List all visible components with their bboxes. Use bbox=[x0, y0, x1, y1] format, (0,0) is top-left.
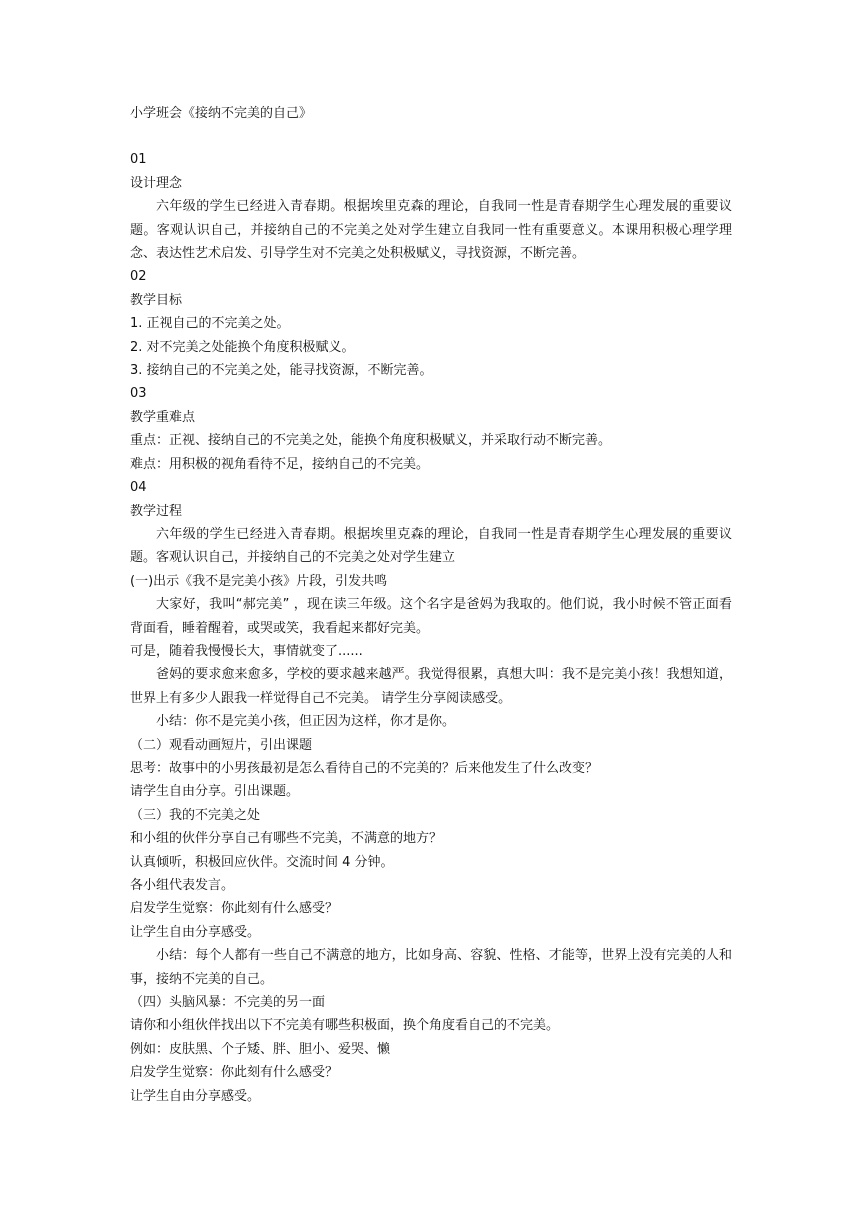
section-heading-process: 教学过程 bbox=[130, 503, 183, 519]
difficult-point: 难点：用积极的视角看待不足，接纳自己的不完美。 bbox=[130, 456, 430, 472]
part4-heading: （四）头脑风暴：不完美的另一面 bbox=[130, 995, 326, 1011]
part1-heading: (一)出示《我不是完美小孩》片段，引发共鸣 bbox=[130, 573, 388, 589]
part2-think: 思考：故事中的小男孩最初是怎么看待自己的不完美的？后来他发生了什么改变？ bbox=[130, 760, 599, 776]
part3-summary: 小结：每个人都有一些自己不满意的地方，比如身高、容貌、性格、才能等，世界上没有完美的人和事，接纳不完美的自己。 bbox=[130, 948, 732, 987]
part3-line: 和小组的伙伴分享自己有哪些不完美，不满意的地方？ bbox=[130, 831, 443, 847]
part3-line: 让学生自由分享感受。 bbox=[130, 924, 261, 940]
section-number-04: 04 bbox=[130, 480, 147, 496]
design-paragraph: 六年级的学生已经进入青春期。根据埃里克森的理论，自我同一性是青春期学生心理发展的重要议题。客观认识自己，并接纳自己的不完美之处对学生建立自我同一性有重要意义。本课用积极心理学理念、表达性艺术启发、引导学生对不完美之处积极赋义，寻找资源，不断完善。 bbox=[130, 199, 732, 262]
document-title: 小学班会《接纳不完美的自己》 bbox=[130, 106, 313, 121]
goal-item: 3. 接纳自己的不完美之处，能寻找资源，不断完善。 bbox=[130, 363, 433, 379]
section-heading-keypoints: 教学重难点 bbox=[130, 409, 196, 425]
section-heading-goals: 教学目标 bbox=[130, 292, 183, 308]
key-point: 重点：正视、接纳自己的不完美之处，能换个角度积极赋义，并采取行动不断完善。 bbox=[130, 433, 612, 449]
section-number-03: 03 bbox=[130, 386, 147, 402]
section-number-02: 02 bbox=[130, 269, 147, 285]
part1-summary: 小结：你不是完美小孩，但正因为这样，你才是你。 bbox=[156, 714, 456, 730]
section-heading-design: 设计理念 bbox=[130, 175, 183, 191]
process-intro: 六年级的学生已经进入青春期。根据埃里克森的理论，自我同一性是青春期学生心理发展的重要议题。客观认识自己，并接纳自己的不完美之处对学生建立 bbox=[130, 526, 732, 566]
part2-heading: （二）观看动画短片，引出课题 bbox=[130, 737, 313, 753]
goal-item: 1. 正视自己的不完美之处。 bbox=[130, 316, 290, 332]
part4-line: 让学生自由分享感受。 bbox=[130, 1088, 261, 1104]
part1-story-2: 可是，随着我慢慢长大，事情就变了...... bbox=[130, 643, 363, 659]
part4-line: 启发学生觉察：你此刻有什么感受？ bbox=[130, 1065, 339, 1081]
part2-share: 请学生自由分享。引出课题。 bbox=[130, 784, 300, 800]
part4-line: 请你和小组伙伴找出以下不完美有哪些积极面，换个角度看自己的不完美。 bbox=[130, 1018, 560, 1034]
goal-item: 2. 对不完美之处能换个角度积极赋义。 bbox=[130, 339, 355, 355]
part3-heading: （三）我的不完美之处 bbox=[130, 807, 261, 823]
section-number-01: 01 bbox=[130, 152, 147, 168]
part1-story-3: 爸妈的要求愈来愈多，学校的要求越来越严。我觉得很累，真想大叫：我不是完美小孩！我想知道，世界上有多少人跟我一样觉得自己不完美。 请学生分享阅读感受。 bbox=[130, 667, 732, 706]
part3-line: 各小组代表发言。 bbox=[130, 878, 235, 893]
part3-line: 认真倾听，积极回应伙伴。交流时间 4 分钟。 bbox=[130, 854, 394, 870]
part1-story-1: 大家好，我叫“郝完美” ，现在读三年级。这个名字是爸妈为我取的。他们说，我小时候不管正面看背面看，睡着醒着，或哭或笑，我看起来都好完美。 bbox=[130, 597, 732, 636]
part3-line: 启发学生觉察：你此刻有什么感受？ bbox=[130, 901, 339, 917]
part4-line: 例如：皮肤黑、个子矮、胖、胆小、爱哭、懒 bbox=[130, 1041, 391, 1057]
